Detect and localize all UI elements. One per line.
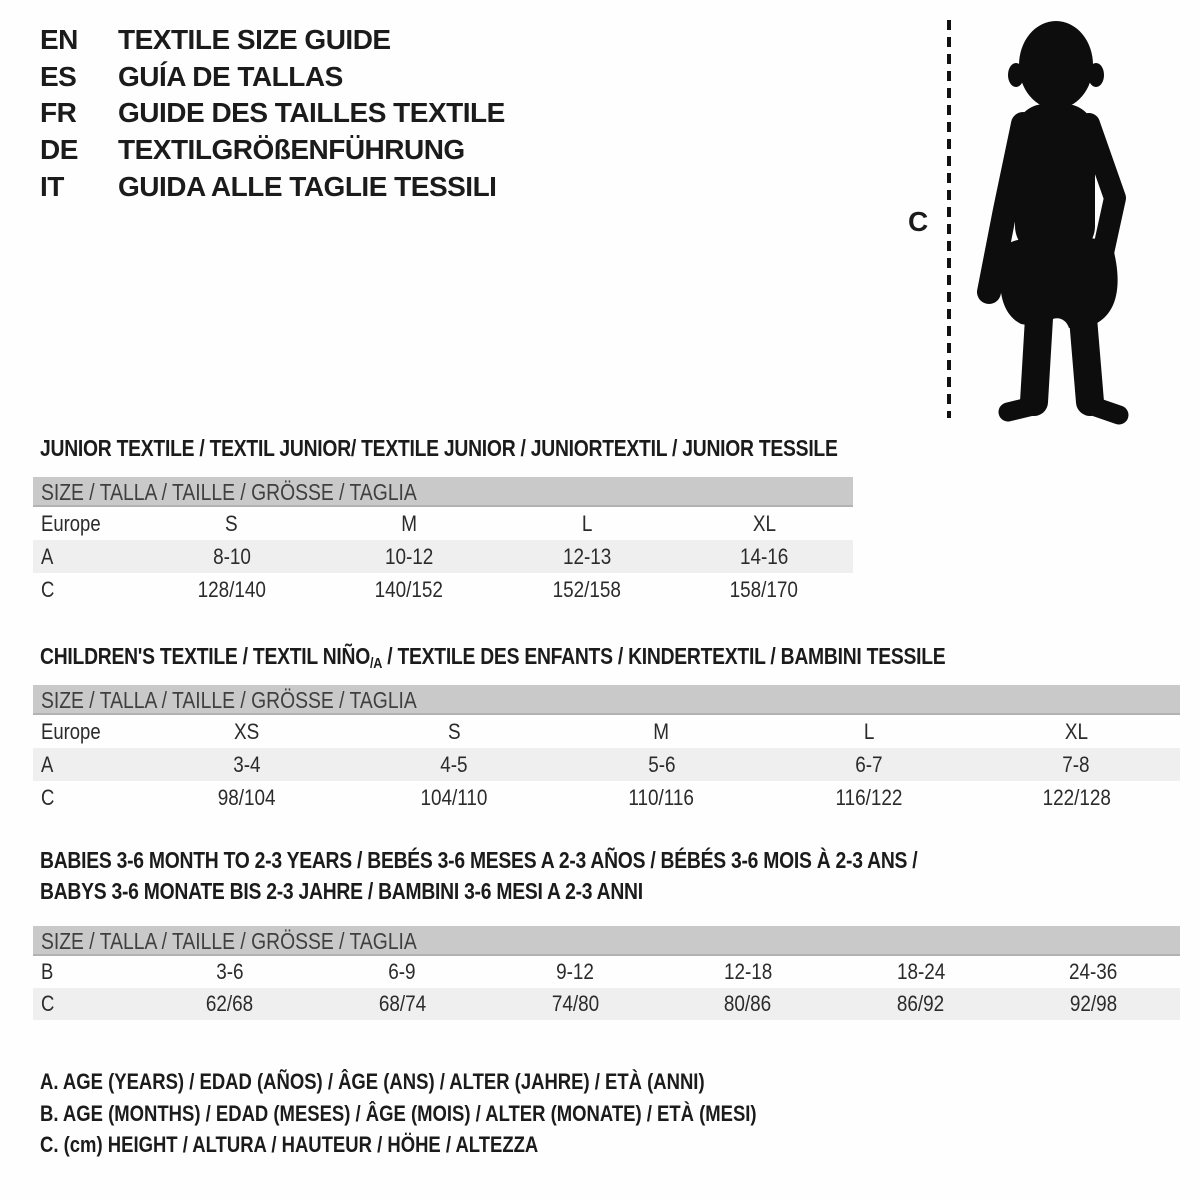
- value-text: 68/74: [378, 991, 426, 1016]
- value-text: 74/80: [551, 991, 599, 1016]
- row-label-text: C: [41, 576, 55, 602]
- value-cell: [765, 752, 972, 778]
- value-text: 3-4: [233, 751, 261, 777]
- junior-size-table: [33, 477, 853, 606]
- value-text: 9-12: [556, 959, 595, 984]
- row-label-text: C: [41, 991, 55, 1016]
- language-code: IT: [40, 170, 64, 202]
- row-label-text: B: [41, 959, 54, 984]
- table-row-height: [33, 781, 1180, 814]
- height-measure-dashed-line: [946, 20, 952, 418]
- columns-header-row: [33, 715, 1180, 748]
- heading-subscript: /A: [370, 655, 383, 672]
- language-title: GUIDE DES TAILLES TEXTILE: [118, 97, 505, 129]
- column-label: S: [225, 510, 239, 536]
- size-header-text: SIZE / TALLA / TAILLE / GRÖSSE / TAGLIA: [41, 928, 417, 954]
- size-column: [143, 719, 350, 745]
- value-cell: [558, 785, 765, 811]
- language-row-fr: [40, 95, 505, 132]
- legend-line-c: [40, 1129, 893, 1161]
- language-code: DE: [40, 134, 78, 166]
- toddler-silhouette-icon: [963, 18, 1141, 428]
- legend-line-a: [40, 1066, 893, 1098]
- column-label: Europe: [41, 718, 101, 744]
- value-cell: [143, 752, 350, 778]
- value-cell: [143, 959, 316, 985]
- size-column: [676, 511, 854, 537]
- value-text: 80/86: [724, 991, 772, 1016]
- language-code: EN: [40, 24, 78, 56]
- row-label: [33, 577, 143, 603]
- value-text: 7-8: [1062, 751, 1090, 777]
- value-cell: [676, 544, 854, 570]
- heading-part: / TEXTILE DES ENFANTS / KINDERTEXTIL / BAMBINI TESSILE: [382, 643, 946, 669]
- value-cell: [661, 991, 834, 1017]
- value-text: 128/140: [197, 576, 266, 602]
- value-text: 92/98: [1069, 991, 1118, 1016]
- value-cell: [834, 959, 1007, 985]
- language-title: GUIDA ALLE TAGLIE TESSILI: [118, 170, 497, 202]
- size-header-bar: [33, 477, 853, 507]
- europe-label: [33, 719, 143, 745]
- value-text: 6-7: [855, 751, 883, 777]
- column-label: M: [653, 718, 670, 744]
- row-label: [33, 991, 143, 1017]
- value-cell: [1007, 991, 1180, 1017]
- table-row-height: [33, 988, 1180, 1020]
- value-text: 12-13: [562, 543, 611, 569]
- table-row-age: [33, 748, 1180, 781]
- measure-label-c: C: [908, 206, 929, 237]
- language-row-de: [40, 132, 505, 169]
- legend-line-b: [40, 1098, 893, 1130]
- language-title-list: [40, 22, 505, 205]
- row-label: [33, 544, 143, 570]
- value-cell: [316, 959, 489, 985]
- size-header-bar: [33, 926, 1180, 956]
- value-cell: [350, 785, 557, 811]
- row-label: [33, 785, 143, 811]
- value-text: 18-24: [896, 959, 945, 984]
- legend-text: B. AGE (MONTHS) / EDAD (MESES) / ÂGE (MOIS) / ALTER (MONATE) / ETÀ (MESI): [40, 1100, 757, 1126]
- value-text: 140/152: [375, 576, 444, 602]
- value-cell: [316, 991, 489, 1017]
- size-column: [143, 511, 321, 537]
- legend-text: C. (cm) HEIGHT / ALTURA / HAUTEUR / HÖHE / ALTEZZA: [40, 1132, 539, 1157]
- column-label: S: [447, 718, 461, 744]
- junior-section-heading: [40, 433, 990, 464]
- columns-header-row: [33, 507, 853, 540]
- size-header-text: SIZE / TALLA / TAILLE / GRÖSSE / TAGLIA: [41, 479, 417, 505]
- value-cell: [973, 752, 1180, 778]
- value-cell: [143, 785, 350, 811]
- row-label-text: A: [41, 751, 54, 777]
- value-text: 10-12: [385, 543, 434, 569]
- heading-text: JUNIOR TEXTILE / TEXTIL JUNIOR/ TEXTILE JUNIOR / JUNIORTEXTIL / JUNIOR TESSILE: [40, 435, 838, 461]
- value-text: 62/68: [205, 991, 254, 1016]
- value-text: 116/122: [835, 784, 903, 810]
- row-label: [33, 752, 143, 778]
- language-title: GUÍA DE TALLAS: [118, 60, 343, 92]
- europe-label: [33, 511, 143, 537]
- value-text: 8-10: [212, 543, 251, 569]
- measure-legend: [40, 1066, 893, 1161]
- value-cell: [558, 752, 765, 778]
- language-row-it: [40, 168, 505, 205]
- babies-size-table: [33, 926, 1180, 1020]
- column-label: L: [581, 510, 593, 536]
- heading-text: BABYS 3-6 MONATE BIS 2-3 JAHRE / BAMBINI 3-6 MESI A 2-3 ANNI: [40, 878, 643, 904]
- value-cell: [143, 577, 321, 603]
- value-text: 122/128: [1042, 784, 1111, 810]
- value-text: 3-6: [215, 959, 244, 984]
- row-label-text: C: [41, 784, 55, 810]
- language-row-es: [40, 59, 505, 96]
- size-column: [350, 719, 557, 745]
- value-cell: [661, 959, 834, 985]
- column-label: XL: [1064, 718, 1088, 744]
- value-text: 158/170: [730, 576, 799, 602]
- value-cell: [489, 991, 662, 1017]
- value-cell: [676, 577, 854, 603]
- heading-text: BABIES 3-6 MONTH TO 2-3 YEARS / BEBÉS 3-6 MESES A 2-3 AÑOS / BÉBÉS 3-6 MOIS À 2-3 ANS /: [40, 847, 918, 873]
- value-cell: [973, 785, 1180, 811]
- value-text: 104/110: [420, 784, 488, 810]
- size-column: [558, 719, 765, 745]
- size-column: [498, 511, 676, 537]
- language-code: FR: [40, 97, 77, 129]
- row-label-text: A: [41, 543, 54, 569]
- value-cell: [498, 577, 676, 603]
- table-row-height: [33, 573, 853, 606]
- size-column: [973, 719, 1180, 745]
- value-text: 110/116: [628, 784, 695, 810]
- size-column: [765, 719, 972, 745]
- language-title: TEXTILE SIZE GUIDE: [118, 24, 391, 56]
- value-text: 5-6: [647, 751, 676, 777]
- value-cell: [489, 959, 662, 985]
- value-cell: [143, 991, 316, 1017]
- value-text: 6-9: [388, 959, 416, 984]
- children-size-table: [33, 685, 1180, 814]
- value-text: 152/158: [552, 576, 621, 602]
- column-label: XS: [234, 718, 260, 744]
- value-text: 24-36: [1069, 959, 1118, 984]
- babies-section-heading: [40, 845, 1085, 907]
- value-text: 14-16: [740, 543, 789, 569]
- value-text: 12-18: [723, 959, 773, 984]
- value-cell: [321, 577, 499, 603]
- value-text: 4-5: [440, 751, 468, 777]
- size-header-bar: [33, 685, 1180, 715]
- value-text: 86/92: [897, 991, 945, 1016]
- legend-text: A. AGE (YEARS) / EDAD (AÑOS) / ÂGE (ANS) / ALTER (JAHRE) / ETÀ (ANNI): [40, 1069, 705, 1094]
- size-column: [321, 511, 499, 537]
- column-label: L: [863, 718, 875, 744]
- heading-part: CHILDREN'S TEXTILE / TEXTIL NIÑO: [40, 643, 371, 669]
- value-cell: [1007, 959, 1180, 985]
- children-section-heading: [40, 641, 1118, 679]
- table-row-age: [33, 540, 853, 573]
- column-label: Europe: [41, 510, 101, 536]
- size-header-text: SIZE / TALLA / TAILLE / GRÖSSE / TAGLIA: [41, 687, 417, 713]
- language-row-en: [40, 22, 505, 59]
- value-cell: [350, 752, 557, 778]
- value-cell: [143, 544, 321, 570]
- row-label: [33, 959, 143, 985]
- heading-text: [40, 641, 945, 679]
- value-cell: [321, 544, 499, 570]
- language-title: TEXTILGRÖßENFÜHRUNG: [118, 134, 465, 166]
- language-code: ES: [40, 60, 77, 92]
- value-text: 98/104: [217, 784, 276, 810]
- value-cell: [765, 785, 972, 811]
- value-cell: [834, 991, 1007, 1017]
- table-row-age-months: [33, 956, 1180, 988]
- value-cell: [498, 544, 676, 570]
- column-label: XL: [752, 510, 776, 536]
- column-label: M: [401, 510, 418, 536]
